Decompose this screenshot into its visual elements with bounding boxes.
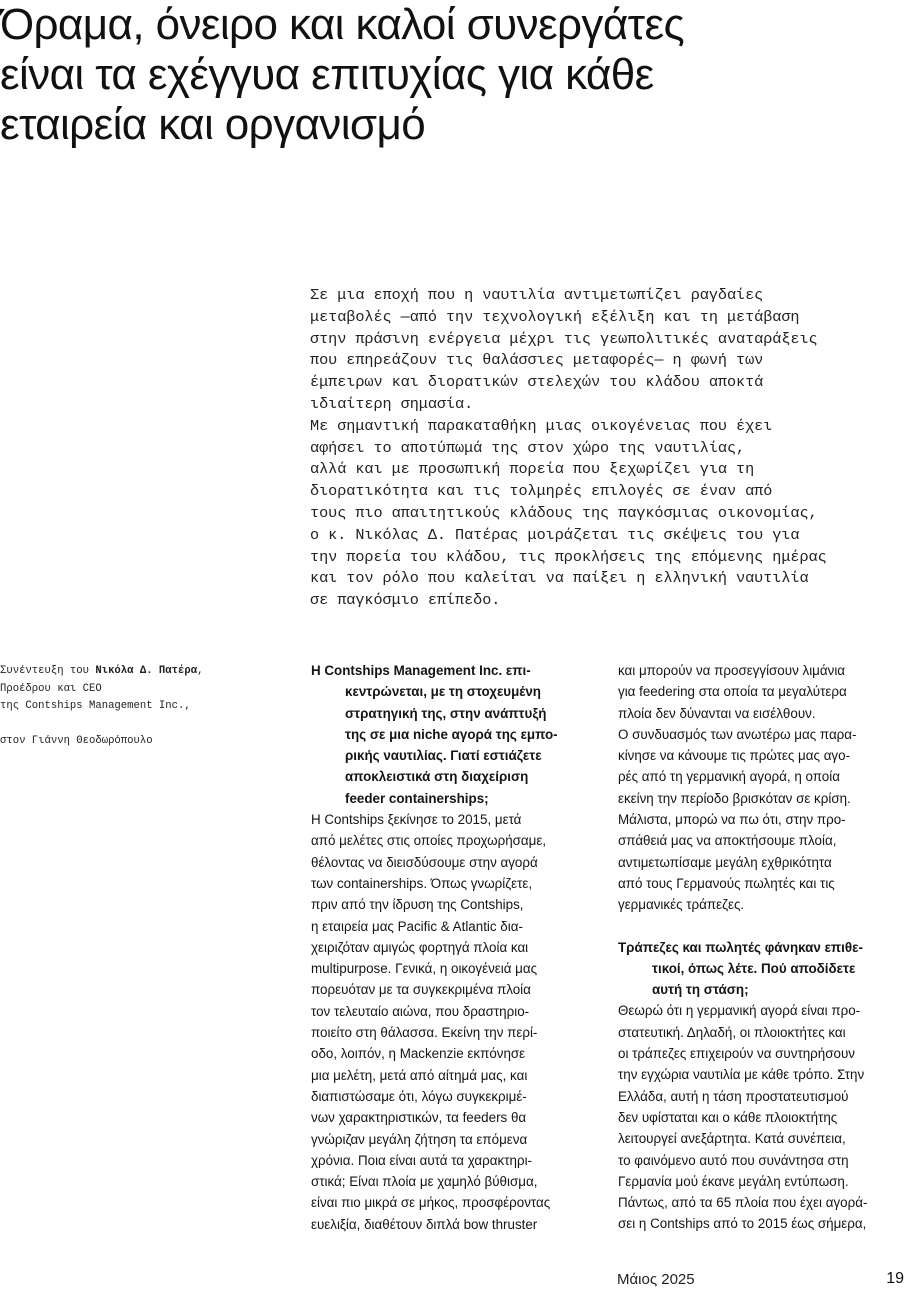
answer-line: Μάλιστα, μπορώ να πω ότι, στην προ- xyxy=(618,812,846,828)
answer-line: γνώριζαν μεγάλη ζήτηση τα επόμενα xyxy=(311,1131,528,1147)
answer-line: είναι πιο μικρά σε μήκος, προσφέροντας xyxy=(311,1195,551,1211)
answer-line: αντιμετωπίσαμε μεγάλη εχθρικότητα xyxy=(618,854,832,870)
answer-line: λειτουργεί ανεξάρτητα. Κατά συνέπεια, xyxy=(618,1131,846,1147)
answer-line: πορευόταν με τα συγκεκριμένα πλοία xyxy=(311,982,531,998)
answer-line: multipurpose. Γενικά, η οικογένειά μας xyxy=(311,961,538,977)
answer-line: Ο συνδυασμός των ανωτέρω μας παρα- xyxy=(618,726,857,742)
answer-line: ρές από τη γερμανική αγορά, η οποία xyxy=(618,769,840,785)
question-line: κεντρώνεται, με τη στοχευμένη xyxy=(345,684,541,700)
intro-line: ιδιαίτερη σημασία. xyxy=(310,394,474,413)
intro-paragraph xyxy=(310,285,900,612)
question-line: ρικής ναυτιλίας. Γιατί εστιάζετε xyxy=(345,748,542,764)
answer-line: από τους Γερμανούς πωλητές και τις xyxy=(618,875,835,891)
byline-role: Προέδρου και CEO xyxy=(0,682,102,695)
answer-line: των containerships. Όπως γνωρίζετε, xyxy=(311,875,533,891)
answer-line: μια μελέτη, μετά από αίτημά μας, και xyxy=(311,1067,528,1083)
answer-line: η εταιρεία μας Pacific & Atlantic δια- xyxy=(311,918,523,934)
answer-line: σπάθειά μας να αποκτήσουμε πλοία, xyxy=(618,833,837,849)
answer-line: θέλοντας να διεισδύσουμε στην αγορά xyxy=(311,854,538,870)
answer-line: ποιείτο στη θάλασσα. Εκείνη την περί- xyxy=(311,1025,538,1041)
answer-line: και μπορούν να προσεγγίσουν λιμάνια xyxy=(618,663,846,678)
question-line: αποκλειστικά στη διαχείριση xyxy=(345,769,529,785)
intro-line: στην πράσινη ενέργεια μέχρι τις γεωπολιτικές αναταράξεις xyxy=(310,329,818,348)
answer-line: πλοία δεν δύνανται να εισέλθουν. xyxy=(618,705,816,721)
byline-suffix: , xyxy=(197,665,204,677)
intro-line: Με σημαντική παρακαταθήκη μιας οικογένειας που έχει xyxy=(310,416,773,435)
answer-line: εκείνη την περίοδο βρισκόταν σε κρίση. xyxy=(618,790,851,806)
answer-line: Ελλάδα, αυτή η τάση προστατευτισμού xyxy=(618,1088,849,1104)
intro-line: Σε μια εποχή που η ναυτιλία αντιμετωπίζει ραγδαίες xyxy=(310,286,764,304)
answer-line: σει η Contships από το 2015 έως σήμερα, xyxy=(618,1216,867,1232)
answer-line: διαπιστώσαμε ότι, λόγω συγκεκριμέ- xyxy=(311,1088,527,1104)
answer-2 xyxy=(618,1000,904,1234)
intro-line: την πορεία του κλάδου, τις προκλήσεις της επόμενης ημέρας xyxy=(310,547,827,566)
answer-line: χρόνια. Ποια είναι αυτά τα χαρακτηρι- xyxy=(311,1152,533,1168)
byline-line xyxy=(0,663,290,681)
answer-line: την εγχώρια ναυτιλία με κάθε τρόπο. Στην xyxy=(618,1067,865,1083)
intro-line: ο κ. Νικόλας Δ. Πατέρας μοιράζεται τις σκέψεις του για xyxy=(310,525,800,544)
issue-date: Μάιος 2025 xyxy=(617,1271,695,1288)
question-2 xyxy=(618,937,904,1001)
answer-line: νων χαρακτηριστικών, τα feeders θα xyxy=(311,1110,527,1126)
paragraph-spacer xyxy=(618,916,904,937)
answer-1 xyxy=(311,809,597,1235)
answer-line: το φαινόμενο αυτό που συνάντησα στη xyxy=(618,1152,849,1168)
answer-line: οδο, λοιπόν, η Mackenzie εκπόνησε xyxy=(311,1046,526,1062)
byline-prefix: Συνέντευξη του xyxy=(0,665,96,677)
intro-line: σε παγκόσμιο επίπεδο. xyxy=(310,591,501,610)
intro-line: διορατικότητα και τις τολμηρές επιλογές σε έναν από xyxy=(310,482,773,501)
interview-byline xyxy=(0,663,290,750)
article-title xyxy=(0,0,905,150)
answer-line: στικά; Είναι πλοία με χαμηλό βύθισμα, xyxy=(311,1174,538,1190)
answer-line: πριν από την ίδρυση της Contships, xyxy=(311,897,524,913)
question-line: αυτή τη στάση; xyxy=(652,982,749,998)
question-line: Τράπεζες και πωλητές φάνηκαν επιθε- xyxy=(618,939,863,955)
answer-line: για feedering στα οποία τα μεγαλύτερα xyxy=(618,684,847,700)
intro-line: που επηρεάζουν τις θαλάσσιες μεταφορές— η φωνή των xyxy=(310,351,764,370)
interviewee-name: Νικόλα Δ. Πατέρα xyxy=(95,665,198,677)
question-line: Η Contships Management Inc. επι- xyxy=(311,663,531,678)
question-line: της σε μια niche αγορά της εμπο- xyxy=(345,726,558,742)
question-line: feeder containerships; xyxy=(345,790,489,806)
byline-interviewer: στον Γιάννη Θεοδωρόπουλο xyxy=(0,734,153,747)
answer-line: στατευτική. Δηλαδή, οι πλοιοκτήτες και xyxy=(618,1024,846,1040)
answer-line: οι τράπεζες επιχειρούν να συντηρήσουν xyxy=(618,1046,855,1062)
page-number: 19 xyxy=(886,1270,904,1287)
answer-line: Η Contships ξεκίνησε το 2015, μετά xyxy=(311,812,522,828)
question-1 xyxy=(311,660,597,809)
question-line: τικοί, όπως λέτε. Πού αποδίδετε xyxy=(652,960,856,976)
answer-line: κίνησε να κάνουμε τις πρώτες μας αγο- xyxy=(618,748,851,764)
article-column-2 xyxy=(618,660,904,1235)
intro-line: έμπειρων και διορατικών στελεχών του κλάδου αποκτά xyxy=(310,373,764,392)
answer-line: Πάντως, από τα 65 πλοία που έχει αγορά- xyxy=(618,1195,868,1211)
intro-line: τους πιο απαιτητικούς κλάδους της παγκόσμιας οικονομίας, xyxy=(310,503,818,522)
answer-line: από μελέτες στις οποίες προχωρήσαμε, xyxy=(311,833,547,849)
answer-line: Γερμανία μού έκανε μεγάλη εντύπωση. xyxy=(618,1173,849,1189)
intro-line: αλλά και με προσωπική πορεία που ξεχωρίζει για τη xyxy=(310,460,755,479)
byline-company: της Contships Management Inc., xyxy=(0,700,191,712)
intro-line: μεταβολές —από την τεχνολογική εξέλιξη και τη μετάβαση xyxy=(310,307,800,326)
answer-1-continued xyxy=(618,660,904,916)
title-line: εταιρεία και οργανισμό xyxy=(0,100,426,149)
intro-line: και τον ρόλο που καλείται να παίξει η ελληνική ναυτιλία xyxy=(310,569,809,588)
title-line: είναι τα εχέγγυα επιτυχίας για κάθε xyxy=(0,50,654,99)
answer-line: Θεωρώ ότι η γερμανική αγορά είναι προ- xyxy=(618,1003,861,1019)
answer-line: δεν υφίσταται και ο κάθε πλοιοκτήτης xyxy=(618,1109,838,1125)
intro-line: αφήσει το αποτύπωμά της στον χώρο της ναυτιλίας, xyxy=(310,438,746,457)
answer-line: τον τελευταίο αιώνα, που δραστηριο- xyxy=(311,1003,530,1019)
question-line: στρατηγική της, στην ανάπτυξή xyxy=(345,705,547,721)
article-column-1 xyxy=(311,660,597,1235)
answer-line: χειριζόταν αμιγώς φορτηγά πλοία και xyxy=(311,939,529,955)
answer-line: γερμανικές τράπεζες. xyxy=(618,897,745,913)
title-line: Όραμα, όνειρο και καλοί συνεργάτες xyxy=(0,0,685,49)
answer-line: ευελιξία, διαθέτουν διπλά bow thruster xyxy=(311,1216,538,1232)
